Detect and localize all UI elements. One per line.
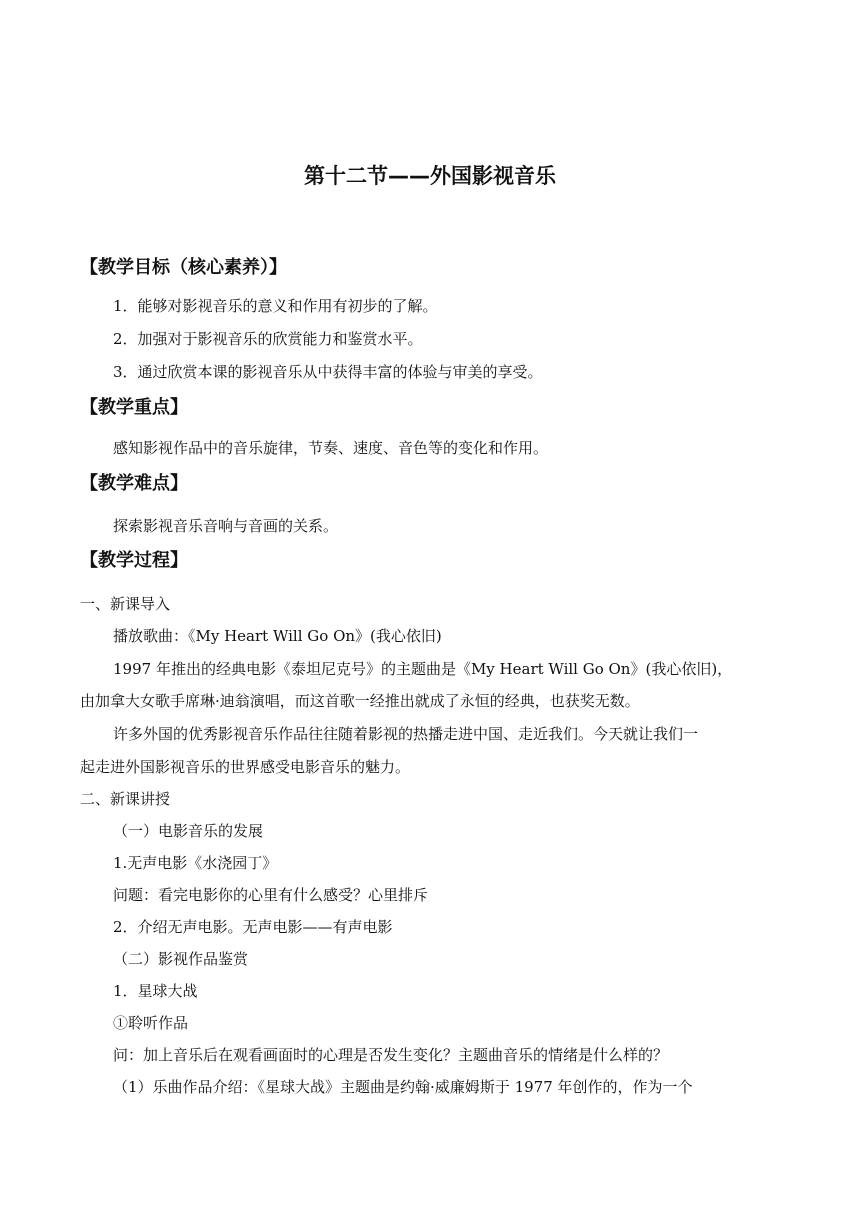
paragraph-line: 由加拿大女歌手席琳·迪翁演唱，而这首歌一经推出就成了永恒的经典，也获奖无数。 <box>80 692 640 710</box>
subsection-heading: （二）影视作品鉴赏 <box>113 950 249 968</box>
paragraph-line: ①聆听作品 <box>113 1014 189 1032</box>
paragraph-line: 问题：看完电影你的心里有什么感受？心里排斥 <box>113 886 429 904</box>
section-heading: 一、新课导入 <box>80 595 171 613</box>
paragraph-line: 1．星球大战 <box>113 982 198 1000</box>
objective-item: 2．加强对于影视音乐的欣赏能力和鉴赏水平。 <box>113 330 423 348</box>
paragraph-line: 1.无声电影《水浇园丁》 <box>113 854 278 872</box>
section-heading: 二、新课讲授 <box>80 790 171 808</box>
paragraph-line: 问：加上音乐后在观看画面时的心理是否发生变化？主题曲音乐的情绪是什么样的？ <box>113 1046 669 1064</box>
difficulties-heading: 【教学难点】 <box>80 473 188 494</box>
paragraph-line: 2．介绍无声电影。无声电影——有声电影 <box>113 918 393 936</box>
process-heading: 【教学过程】 <box>80 550 188 571</box>
difficulties-text: 探索影视音乐音响与音画的关系。 <box>113 517 339 535</box>
key-points-heading: 【教学重点】 <box>80 397 188 418</box>
paragraph-line: 播放歌曲：《My Heart Will Go On》(我心依旧) <box>113 627 442 645</box>
paragraph-line: 起走进外国影视音乐的世界感受电影音乐的魅力。 <box>80 758 411 776</box>
objectives-heading: 【教学目标（核心素养）】 <box>80 257 287 278</box>
objective-item: 3．通过欣赏本课的影视音乐从中获得丰富的体验与审美的享受。 <box>113 363 543 381</box>
page-title: 第十二节——外国影视音乐 <box>304 164 556 188</box>
paragraph-line: 许多外国的优秀影视音乐作品往往随着影视的热播走进中国、走近我们。今天就让我们一 <box>113 725 699 743</box>
objective-item: 1．能够对影视音乐的意义和作用有初步的了解。 <box>113 297 438 315</box>
paragraph-line: （1）乐曲作品介绍：《星球大战》主题曲是约翰·威廉姆斯于 1977 年创作的，作为一个 <box>113 1078 693 1096</box>
subsection-heading: （一）电影音乐的发展 <box>113 822 264 840</box>
paragraph-line: 1997 年推出的经典电影《泰坦尼克号》的主题曲是《My Heart Will Go On》(我心依旧)， <box>113 660 733 678</box>
key-points-text: 感知影视作品中的音乐旋律，节奏、速度、音色等的变化和作用。 <box>113 439 549 457</box>
